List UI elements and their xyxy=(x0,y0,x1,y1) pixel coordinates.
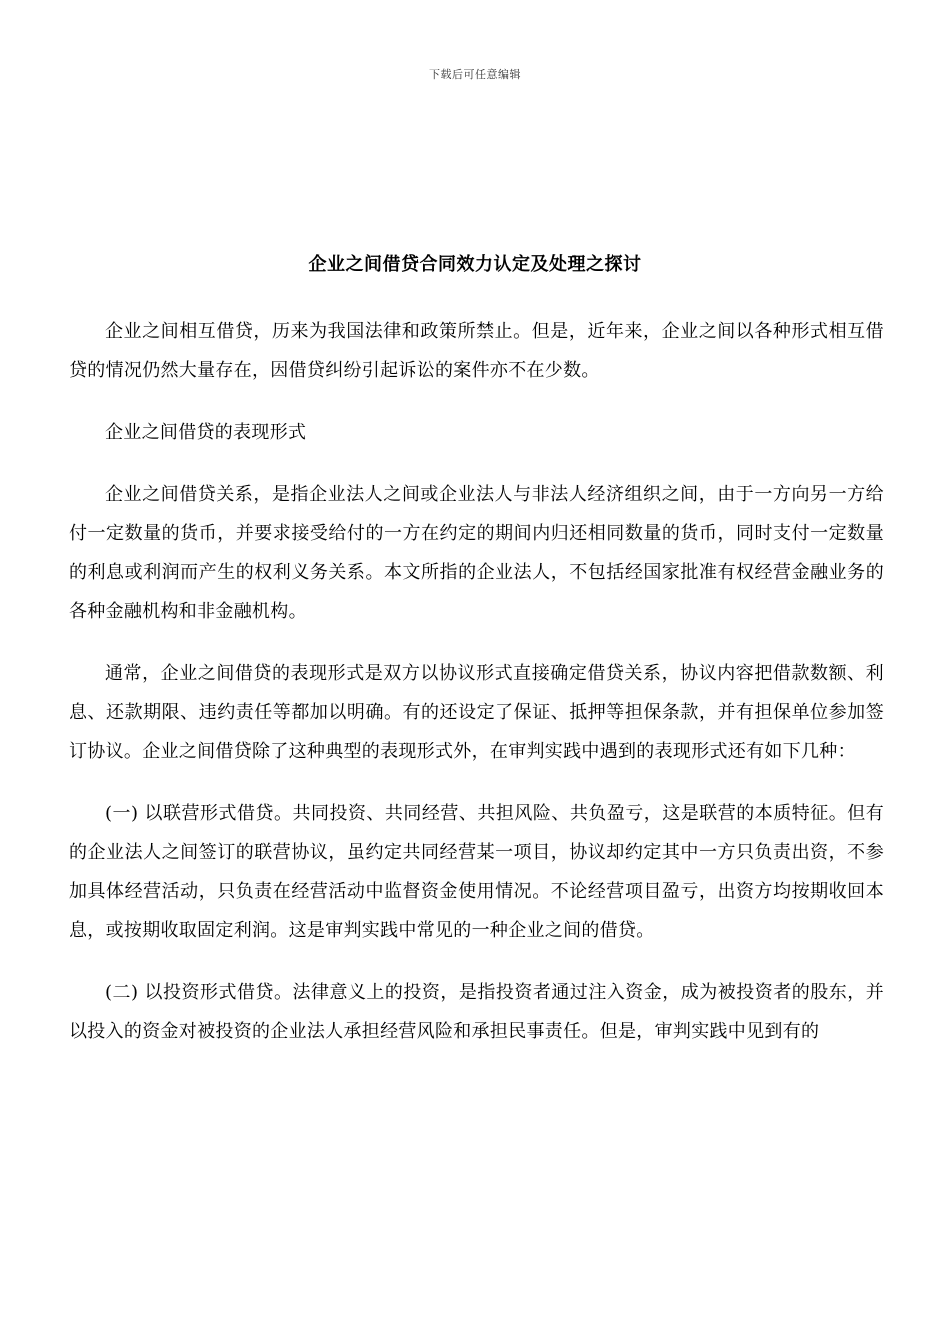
page-header: 下载后可任意编辑 xyxy=(429,68,521,81)
paragraph-investment-loan: (二) 以投资形式借贷。法律意义上的投资，是指投资者通过注入资金，成为被投资者的股东，并以投入的资金对被投资的企业法人承担经营风险和承担民事责任。但是，审判实践中见到有的 xyxy=(69,982,884,1042)
paragraph-intro: 企业之间相互借贷，历来为我国法律和政策所禁止。但是，近年来，企业之间以各种形式相互借贷的情况仍然大量存在，因借贷纠纷引起诉讼的案件亦不在少数。 xyxy=(69,321,884,381)
section-heading-forms: 企业之间借贷的表现形式 xyxy=(105,422,307,443)
paragraph-typical-form: 通常，企业之间借贷的表现形式是双方以协议形式直接确定借贷关系，协议内容把借款数额、利息、还款期限、违约责任等都加以明确。有的还设定了保证、抵押等担保条款，并有担保单位参加签订协议。企业之间借贷除了这种典型的表现形式外，在审判实践中遇到的表现形式还有如下几种： xyxy=(69,663,884,762)
paragraph-definition: 企业之间借贷关系，是指企业法人之间或企业法人与非法人经济组织之间，由于一方向另一方给付一定数量的货币，并要求接受给付的一方在约定的期间内归还相同数量的货币，同时支付一定数量的利息或利润而产生的权利义务关系。本文所指的企业法人，不包括经国家批准有权经营金融业务的各种金融机构和非金融机构。 xyxy=(69,484,884,622)
paragraph-joint-venture-loan: (一) 以联营形式借贷。共同投资、共同经营、共担风险、共负盈亏，这是联营的本质特征。但有的企业法人之间签订的联营协议，虽约定共同经营某一项目，协议却约定其中一方只负责出资，不参加具体经营活动，只负责在经营活动中监督资金使用情况。不论经营项目盈亏，出资方均按期收回本息，或按期收取固定利润。这是审判实践中常见的一种企业之间的借贷。 xyxy=(69,803,884,941)
document-body xyxy=(69,312,884,1074)
document-title: 企业之间借贷合同效力认定及处理之探讨 xyxy=(308,254,642,275)
